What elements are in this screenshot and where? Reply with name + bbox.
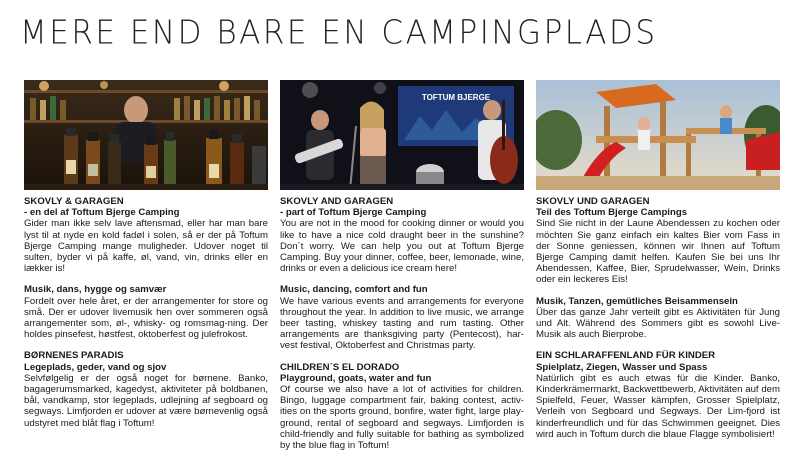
column-german: [536, 80, 780, 440]
section-subtitle: - part of Toftum Bjerge Camping: [280, 207, 427, 219]
section-subtitle: Teil des Toftum Bjerge Campings: [536, 207, 688, 219]
section-subtitle: - en del af Toftum Bjerge Camping: [24, 207, 180, 219]
section-title: SKOVLY UND GARAGEN: [536, 196, 650, 207]
kids-text: Of course we also have a lot of activities for children. Bingo, luggage compartment fair, baking contest, activ-ities on the sports ground, bonfire, water fight, large play-ground, rental of segboard and segways. Limfjorden is child-friendly and fully suitable for bathing as symbolized by the blue flag in Toftum!: [280, 384, 524, 452]
music-text: Über das ganze Jahr verteilt gibt es Aktivitäten für Jung und Alt. Während des Sommers gibt es sowohl Live-Musik als auch Bierprobe.: [536, 306, 780, 341]
intro-text: Gider man ikke selv lave aftensmad, eller har man bare lyst til at nyde en kold fadøl i solen, så er der på Toftum Bjerge Camping mange muligheder. Udover noget til sulten, byder vi på kaffe, øl, vand, vin, drinks eller en lækker is!: [24, 218, 268, 275]
music-heading: Music, dancing, comfort and fun: [280, 284, 428, 296]
kids-subheading: Playground, goats, water and fun: [280, 372, 432, 384]
music-text: Fordelt over hele året, er der arrangementer for store og små. Der er udover livemusik hen over sommeren også arrangementer som, øl-, whisky- og romsmag-ning. Der holdes pinsefest, høstfest, oktoberfest og julefrokost.: [24, 295, 268, 341]
bar-photo: [24, 80, 268, 190]
kids-text: Natürlich gibt es auch etwas für die Kinder. Banko, Kinderkrämermarkt, Backwettbewerb, Aktivitäten auf dem Spielfeld, Feuer, Wasser kämpfen, Grosser Spielplatz, Verleih von Segboard und Segways. Der Lim-fjord ist kinderfreundlich und für das Schwimmen geeignet. Dies wird auch in Toftum durch die blaue Flagge symbolisiert!: [536, 372, 780, 440]
kids-subheading: Spielplatz, Ziegen, Wasser und Spass: [536, 361, 708, 373]
playground-photo: [536, 80, 780, 190]
kids-heading: CHILDREN´S EL DORADO: [280, 361, 400, 373]
kids-heading: BØRNENES PARADIS: [24, 350, 124, 362]
music-text: We have various events and arrangements for everyone throughout the year. In addition to live music, we arrange beer tasting, whiskey tasting and rum tasting. Other arrangements are thanksgiving party (Pentecost), har-vest festival, Oktoberfest and Christmas party.: [280, 295, 524, 352]
kids-text: Selvfølgelig er der også noget for børnene. Banko, bagagerumsmarked, kagedyst, aktiviteter på boldbanen, bål, vandkamp, stor legeplads, udlejning af segboard og segways. Limfjorden er udover at være børnevenlig også udstyret med blåt flag i Toftum!: [24, 372, 268, 429]
section-title: SKOVLY AND GARAGEN: [280, 196, 394, 207]
column-english: [280, 80, 524, 451]
intro-text: You are not in the mood for cooking dinner or would you like to have a nice cold draught beer in the sunshine? Don´t worry. We can help you out at Toftum Bjerge Camping. Buy your dinner, coffee, beer, lemonade, wine, drinks or even a delicious ice cream here!: [280, 218, 524, 275]
banner-text: TOFTUM BJERGE: [421, 93, 491, 102]
kids-heading: EIN SCHLARAFFENLAND FÜR KINDER: [536, 350, 716, 362]
band-photo: [280, 80, 524, 190]
music-heading: Musik, dans, hygge og samvær: [24, 284, 167, 296]
intro-text: Sind Sie nicht in der Laune Abendessen zu kochen oder möchten Sie ganz einfach ein kaltes Bier vom Fass in der Sonne geniessen, können wir Ihnen auf Toftum Bjerge Camping damit helfen. Kaufen Sie bei uns Ihr Abendessen, Kaffee, Bier, Sprudelwasser, Wein, Drinks oder ein leckeres Eis!: [536, 218, 780, 286]
music-heading: Musik, Tanzen, gemütliches Beisammensein: [536, 295, 738, 307]
kids-subheading: Legeplads, geder, vand og sjov: [24, 361, 167, 373]
page-headline: MERE END BARE EN CAMPINGPLADS: [20, 14, 658, 52]
section-title: SKOVLY & GARAGEN: [24, 196, 124, 207]
column-danish: [24, 80, 268, 429]
